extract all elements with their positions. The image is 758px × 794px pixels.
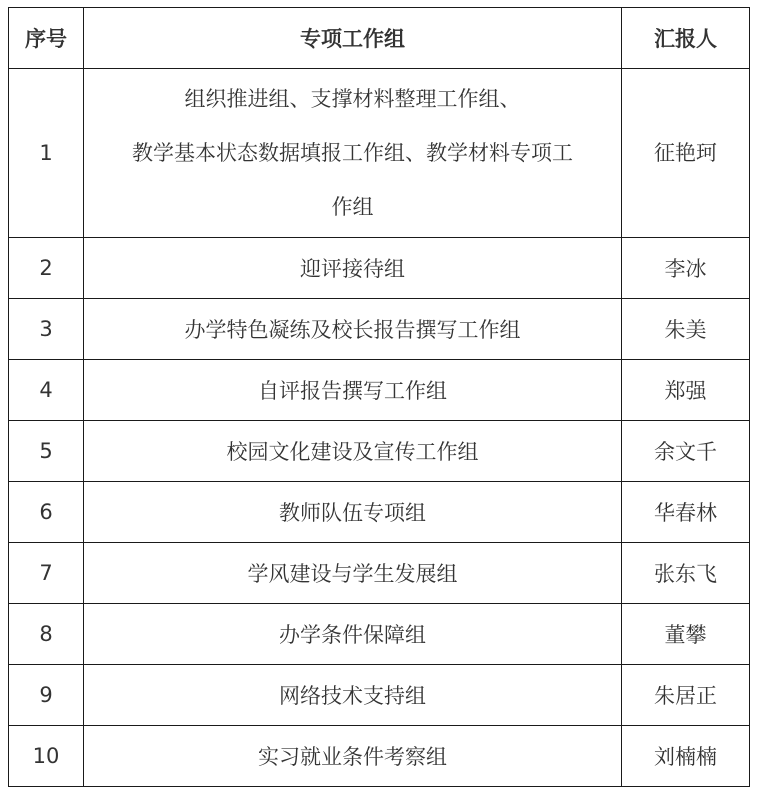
row-no: 10 <box>9 726 84 787</box>
row-group-line: 作组 <box>331 195 374 219</box>
header-reporter: 汇报人 <box>622 8 750 69</box>
row-group-line: 组织推进组、支撑材料整理工作组、 <box>184 87 521 111</box>
table-row <box>9 665 750 726</box>
row-reporter: 华春林 <box>622 482 750 543</box>
table-row <box>9 482 750 543</box>
row-reporter: 郑强 <box>622 360 750 421</box>
row-reporter: 余文千 <box>622 421 750 482</box>
row-no: 5 <box>9 421 84 482</box>
table-row <box>9 604 750 665</box>
row-group: 实习就业条件考察组 <box>84 726 622 787</box>
table-row <box>9 726 750 787</box>
table-row <box>9 543 750 604</box>
row-group: 迎评接待组 <box>84 238 622 299</box>
row-reporter: 朱美 <box>622 299 750 360</box>
row-no: 2 <box>9 238 84 299</box>
header-group: 专项工作组 <box>84 8 622 69</box>
row-group: 学风建设与学生发展组 <box>84 543 622 604</box>
row-no: 3 <box>9 299 84 360</box>
table-row <box>9 299 750 360</box>
row-group <box>84 69 622 238</box>
table-row <box>9 421 750 482</box>
row-no: 8 <box>9 604 84 665</box>
row-group: 校园文化建设及宣传工作组 <box>84 421 622 482</box>
row-group: 网络技术支持组 <box>84 665 622 726</box>
row-group: 办学条件保障组 <box>84 604 622 665</box>
row-no: 7 <box>9 543 84 604</box>
row-group: 教师队伍专项组 <box>84 482 622 543</box>
row-no: 1 <box>9 69 84 238</box>
row-reporter: 征艳珂 <box>622 69 750 238</box>
row-reporter: 朱居正 <box>622 665 750 726</box>
table-header <box>9 8 750 69</box>
table-body <box>9 69 750 787</box>
header-row <box>9 8 750 69</box>
row-no: 4 <box>9 360 84 421</box>
table-row <box>9 238 750 299</box>
row-group: 自评报告撰写工作组 <box>84 360 622 421</box>
row-group-line: 教学基本状态数据填报工作组、教学材料专项工 <box>132 141 573 165</box>
row-reporter: 董攀 <box>622 604 750 665</box>
header-no: 序号 <box>9 8 84 69</box>
row-group: 办学特色凝练及校长报告撰写工作组 <box>84 299 622 360</box>
row-no: 9 <box>9 665 84 726</box>
table-row <box>9 69 750 238</box>
row-reporter: 李冰 <box>622 238 750 299</box>
work-group-table <box>8 7 750 787</box>
row-reporter: 刘楠楠 <box>622 726 750 787</box>
row-no: 6 <box>9 482 84 543</box>
table-row <box>9 360 750 421</box>
row-reporter: 张东飞 <box>622 543 750 604</box>
